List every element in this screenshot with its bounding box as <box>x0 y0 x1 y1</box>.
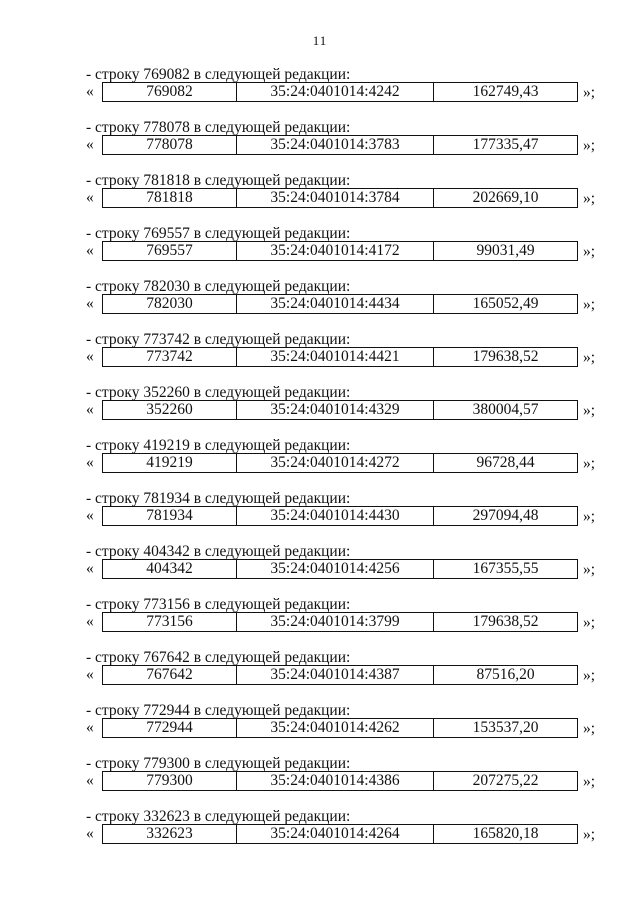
amendment-intro-text <box>86 119 350 136</box>
amendment-table-row <box>102 665 578 685</box>
intro-row-id: 769082 <box>143 66 190 83</box>
intro-row-id: 782030 <box>143 278 190 295</box>
amendment-entry <box>0 596 640 649</box>
amendment-intro-text <box>86 490 350 507</box>
intro-row-id: 781934 <box>143 490 190 507</box>
amendment-table-row <box>102 347 578 367</box>
intro-row-id: 769557 <box>143 225 190 242</box>
closing-quote: »; <box>583 137 596 154</box>
amendment-table-row <box>102 612 578 632</box>
opening-quote: « <box>86 348 94 365</box>
intro-row-id: 767642 <box>143 649 190 666</box>
amendment-table-row <box>102 453 578 473</box>
closing-quote: »; <box>583 667 596 684</box>
intro-row-id: 352260 <box>143 384 190 401</box>
cadastral-number-cell: 35:24:0401014:4430 <box>237 507 434 526</box>
amendment-entry <box>0 808 640 861</box>
cadastral-number-cell: 35:24:0401014:4264 <box>237 825 434 844</box>
row-id-cell: 332623 <box>103 825 237 844</box>
value-cell: 179638,52 <box>434 348 578 367</box>
closing-quote: »; <box>583 508 596 525</box>
row-id-cell: 773742 <box>103 348 237 367</box>
amendment-table-row <box>102 559 578 579</box>
amendment-entry <box>0 702 640 755</box>
amendment-intro-text <box>86 596 350 613</box>
intro-prefix: - строку <box>86 278 140 295</box>
opening-quote: « <box>86 136 94 153</box>
row-id-cell: 769557 <box>103 242 237 261</box>
amendment-table-row <box>102 506 578 526</box>
value-cell: 167355,55 <box>434 560 578 579</box>
row-id-cell: 352260 <box>103 401 237 420</box>
closing-quote: »; <box>583 84 596 101</box>
row-id-cell: 781934 <box>103 507 237 526</box>
row-id-cell: 778078 <box>103 136 237 155</box>
intro-prefix: - строку <box>86 331 140 348</box>
value-cell: 177335,47 <box>434 136 578 155</box>
intro-prefix: - строку <box>86 702 140 719</box>
value-cell: 202669,10 <box>434 189 578 208</box>
amendment-intro-text <box>86 331 350 348</box>
closing-quote: »; <box>583 402 596 419</box>
value-cell: 380004,57 <box>434 401 578 420</box>
intro-suffix: в следующей редакции: <box>193 755 351 772</box>
intro-prefix: - строку <box>86 437 140 454</box>
amendment-table-row <box>102 241 578 261</box>
amendment-list <box>0 66 640 861</box>
page-number: 11 <box>312 33 328 48</box>
cadastral-number-cell: 35:24:0401014:3799 <box>237 613 434 632</box>
intro-prefix: - строку <box>86 490 140 507</box>
intro-prefix: - строку <box>86 808 140 825</box>
intro-suffix: в следующей редакции: <box>193 702 351 719</box>
closing-quote: »; <box>583 561 596 578</box>
amendment-intro-text <box>86 543 350 560</box>
value-cell: 99031,49 <box>434 242 578 261</box>
row-id-cell: 779300 <box>103 772 237 791</box>
intro-row-id: 773156 <box>143 596 190 613</box>
intro-row-id: 773742 <box>143 331 190 348</box>
amendment-entry <box>0 437 640 490</box>
intro-suffix: в следующей редакции: <box>193 649 351 666</box>
value-cell: 153537,20 <box>434 719 578 738</box>
cadastral-number-cell: 35:24:0401014:3783 <box>237 136 434 155</box>
cadastral-number-cell: 35:24:0401014:4272 <box>237 454 434 473</box>
amendment-table-row <box>102 718 578 738</box>
opening-quote: « <box>86 454 94 471</box>
cadastral-number-cell: 35:24:0401014:4387 <box>237 666 434 685</box>
intro-prefix: - строку <box>86 66 140 83</box>
intro-suffix: в следующей редакции: <box>193 66 351 83</box>
amendment-entry <box>0 66 640 119</box>
cadastral-number-cell: 35:24:0401014:4386 <box>237 772 434 791</box>
closing-quote: »; <box>583 455 596 472</box>
amendment-entry <box>0 119 640 172</box>
closing-quote: »; <box>583 614 596 631</box>
row-id-cell: 782030 <box>103 295 237 314</box>
row-id-cell: 419219 <box>103 454 237 473</box>
amendment-entry <box>0 543 640 596</box>
row-id-cell: 769082 <box>103 83 237 102</box>
intro-suffix: в следующей редакции: <box>193 225 351 242</box>
row-id-cell: 404342 <box>103 560 237 579</box>
intro-suffix: в следующей редакции: <box>193 543 351 560</box>
amendment-table-row <box>102 188 578 208</box>
value-cell: 165052,49 <box>434 295 578 314</box>
value-cell: 162749,43 <box>434 83 578 102</box>
row-id-cell: 772944 <box>103 719 237 738</box>
intro-suffix: в следующей редакции: <box>193 384 351 401</box>
opening-quote: « <box>86 83 94 100</box>
intro-suffix: в следующей редакции: <box>193 437 351 454</box>
amendment-entry <box>0 225 640 278</box>
intro-suffix: в следующей редакции: <box>193 172 351 189</box>
value-cell: 207275,22 <box>434 772 578 791</box>
cadastral-number-cell: 35:24:0401014:4329 <box>237 401 434 420</box>
intro-prefix: - строку <box>86 119 140 136</box>
amendment-table-row <box>102 771 578 791</box>
closing-quote: »; <box>583 296 596 313</box>
amendment-entry <box>0 755 640 808</box>
value-cell: 165820,18 <box>434 825 578 844</box>
row-id-cell: 767642 <box>103 666 237 685</box>
intro-prefix: - строку <box>86 225 140 242</box>
amendment-table-row <box>102 400 578 420</box>
amendment-table-row <box>102 135 578 155</box>
intro-prefix: - строку <box>86 755 140 772</box>
value-cell: 179638,52 <box>434 613 578 632</box>
closing-quote: »; <box>583 349 596 366</box>
opening-quote: « <box>86 507 94 524</box>
intro-suffix: в следующей редакции: <box>193 331 351 348</box>
cadastral-number-cell: 35:24:0401014:3784 <box>237 189 434 208</box>
opening-quote: « <box>86 295 94 312</box>
opening-quote: « <box>86 189 94 206</box>
amendment-intro-text <box>86 225 350 242</box>
amendment-intro-text <box>86 755 350 772</box>
opening-quote: « <box>86 401 94 418</box>
closing-quote: »; <box>583 720 596 737</box>
opening-quote: « <box>86 666 94 683</box>
amendment-intro-text <box>86 649 350 666</box>
amendment-intro-text <box>86 808 350 825</box>
intro-row-id: 419219 <box>143 437 190 454</box>
cadastral-number-cell: 35:24:0401014:4434 <box>237 295 434 314</box>
value-cell: 96728,44 <box>434 454 578 473</box>
intro-suffix: в следующей редакции: <box>193 596 351 613</box>
cadastral-number-cell: 35:24:0401014:4242 <box>237 83 434 102</box>
intro-suffix: в следующей редакции: <box>193 119 351 136</box>
opening-quote: « <box>86 825 94 842</box>
intro-row-id: 772944 <box>143 702 190 719</box>
row-id-cell: 781818 <box>103 189 237 208</box>
cadastral-number-cell: 35:24:0401014:4256 <box>237 560 434 579</box>
amendment-entry <box>0 649 640 702</box>
opening-quote: « <box>86 719 94 736</box>
intro-suffix: в следующей редакции: <box>193 808 351 825</box>
opening-quote: « <box>86 772 94 789</box>
amendment-table-row <box>102 294 578 314</box>
intro-suffix: в следующей редакции: <box>193 490 351 507</box>
amendment-intro-text <box>86 384 350 401</box>
intro-row-id: 404342 <box>143 543 190 560</box>
amendment-entry <box>0 172 640 225</box>
intro-prefix: - строку <box>86 543 140 560</box>
value-cell: 87516,20 <box>434 666 578 685</box>
amendment-intro-text <box>86 172 350 189</box>
intro-suffix: в следующей редакции: <box>193 278 351 295</box>
amendment-table-row <box>102 82 578 102</box>
opening-quote: « <box>86 560 94 577</box>
closing-quote: »; <box>583 190 596 207</box>
amendment-entry <box>0 331 640 384</box>
opening-quote: « <box>86 613 94 630</box>
intro-row-id: 779300 <box>143 755 190 772</box>
value-cell: 297094,48 <box>434 507 578 526</box>
amendment-entry <box>0 384 640 437</box>
cadastral-number-cell: 35:24:0401014:4262 <box>237 719 434 738</box>
opening-quote: « <box>86 242 94 259</box>
amendment-intro-text <box>86 437 350 454</box>
amendment-entry <box>0 490 640 543</box>
intro-row-id: 332623 <box>143 808 190 825</box>
intro-row-id: 781818 <box>143 172 190 189</box>
intro-prefix: - строку <box>86 384 140 401</box>
amendment-intro-text <box>86 66 350 83</box>
amendment-entry <box>0 278 640 331</box>
amendment-intro-text <box>86 278 350 295</box>
intro-prefix: - строку <box>86 172 140 189</box>
cadastral-number-cell: 35:24:0401014:4421 <box>237 348 434 367</box>
row-id-cell: 773156 <box>103 613 237 632</box>
intro-row-id: 778078 <box>143 119 190 136</box>
closing-quote: »; <box>583 826 596 843</box>
amendment-table-row <box>102 824 578 844</box>
intro-prefix: - строку <box>86 596 140 613</box>
closing-quote: »; <box>583 773 596 790</box>
closing-quote: »; <box>583 243 596 260</box>
intro-prefix: - строку <box>86 649 140 666</box>
amendment-intro-text <box>86 702 350 719</box>
cadastral-number-cell: 35:24:0401014:4172 <box>237 242 434 261</box>
